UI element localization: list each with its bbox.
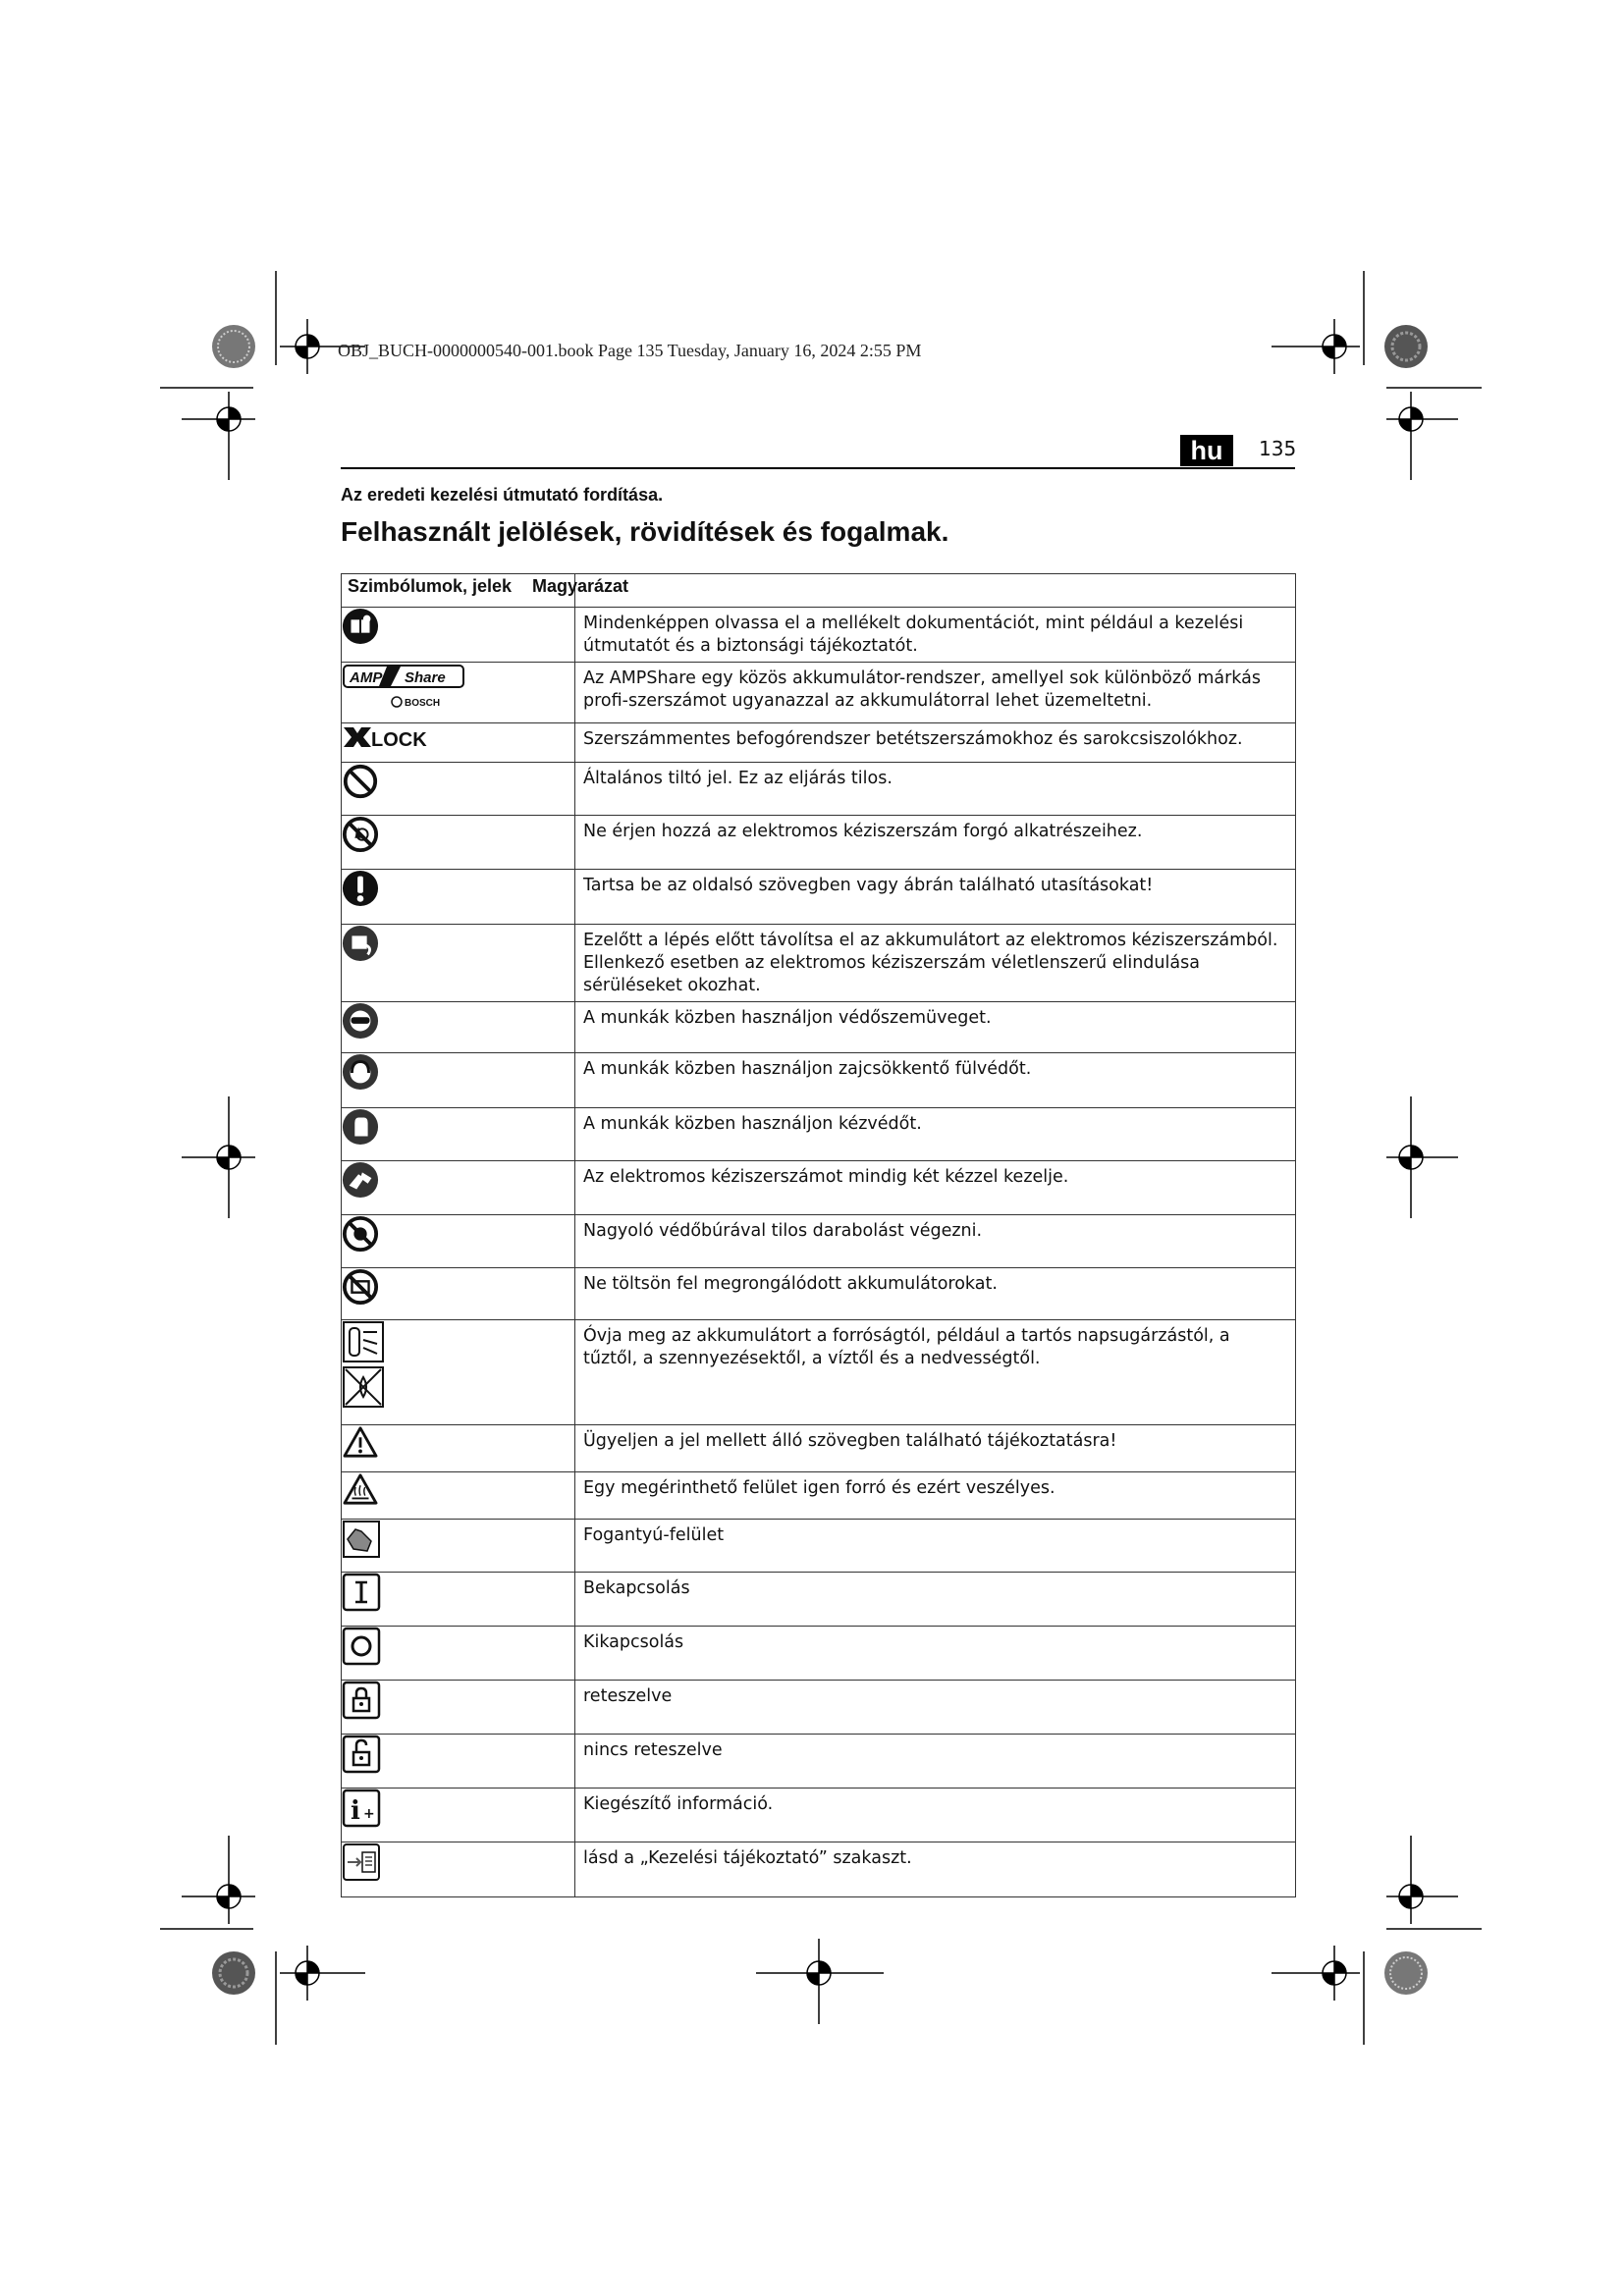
table-row xyxy=(342,1681,1296,1735)
page-title: Felhasznált jelölések, rövidítések és fogalmak. xyxy=(341,516,949,547)
table-row xyxy=(342,1627,1296,1681)
page-number: 135 xyxy=(1259,437,1297,460)
table-row xyxy=(342,1573,1296,1627)
table-row xyxy=(342,1161,1296,1215)
table-row xyxy=(342,1842,1296,1897)
prohibition-icon xyxy=(342,763,574,800)
row-explanation: Ne töltsön fel megrongálódott akkumulátorokat. xyxy=(575,1268,1296,1320)
table-row xyxy=(342,1789,1296,1842)
column-header-explanation: Magyarázat xyxy=(575,574,1296,608)
table-row xyxy=(342,663,1296,723)
table-row xyxy=(342,1320,1296,1425)
see-manual-section-icon xyxy=(342,1842,574,1882)
unlocked-icon xyxy=(342,1735,574,1774)
table-row xyxy=(342,1472,1296,1520)
switch-off-icon xyxy=(342,1627,574,1666)
svg-text:Share: Share xyxy=(405,669,446,686)
locked-icon xyxy=(342,1681,574,1720)
ear-protection-icon xyxy=(342,1053,574,1091)
xlock-logo-icon xyxy=(342,723,574,751)
table-header-row xyxy=(342,574,1296,608)
svg-text:BOSCH: BOSCH xyxy=(405,698,441,709)
row-explanation: Általános tiltó jel. Ez az eljárás tilos. xyxy=(575,763,1296,816)
two-hands-icon xyxy=(342,1161,574,1199)
row-explanation: Az elektromos kéziszerszámot mindig két kézzel kezelje. xyxy=(575,1161,1296,1215)
no-charge-damaged-battery-icon xyxy=(342,1268,574,1306)
no-cutting-guard-icon xyxy=(342,1215,574,1253)
table-row xyxy=(342,870,1296,925)
row-explanation: Óvja meg az akkumulátort a forróságtól, például a tartós napsugárzástól, a tűztől, a szennyezésektől, a víztől és a nedvességtől. xyxy=(575,1320,1296,1425)
column-header-symbols: Szimbólumok, jelek xyxy=(342,574,575,608)
info-icon xyxy=(342,1789,574,1828)
table-row xyxy=(342,1735,1296,1789)
protect-battery-heat-water-icon xyxy=(342,1320,574,1411)
read-manual-icon xyxy=(342,608,574,645)
row-explanation: Szerszámmentes befogórendszer betétszerszámokhoz és sarokcsiszolókhoz. xyxy=(575,723,1296,763)
safety-goggles-icon xyxy=(342,1002,574,1040)
table-row xyxy=(342,608,1296,663)
remove-battery-icon xyxy=(342,925,574,962)
table-row xyxy=(342,763,1296,816)
row-explanation: Egy megérinthető felület igen forró és ezért veszélyes. xyxy=(575,1472,1296,1520)
warning-triangle-icon xyxy=(342,1425,574,1459)
row-explanation: Bekapcsolás xyxy=(575,1573,1296,1627)
symbols-table xyxy=(341,573,1296,1897)
row-explanation: Ne érjen hozzá az elektromos kéziszerszám forgó alkatrészeihez. xyxy=(575,816,1296,870)
svg-text:AMP: AMP xyxy=(350,669,383,686)
row-explanation: reteszelve xyxy=(575,1681,1296,1735)
row-explanation: Nagyoló védőbúrával tilos darabolást végezni. xyxy=(575,1215,1296,1268)
row-explanation: Kiegészítő információ. xyxy=(575,1789,1296,1842)
svg-text:LOCK: LOCK xyxy=(371,729,427,751)
row-explanation: A munkák közben használjon kézvédőt. xyxy=(575,1108,1296,1161)
table-row xyxy=(342,1425,1296,1472)
svg-text:i: i xyxy=(351,1796,360,1826)
header-rule xyxy=(341,467,1295,469)
grip-surface-icon xyxy=(342,1520,574,1559)
table-row xyxy=(342,1002,1296,1053)
table-row xyxy=(342,1520,1296,1573)
print-header: OBJ_BUCH-0000000540-001.book Page 135 Tuesday, January 16, 2024 2:55 PM xyxy=(338,341,922,360)
row-explanation: Az AMPShare egy közös akkumulátor-rendszer, amellyel sok különböző márkás profi-szerszámot ugyanazzal az akkumulátorral lehet üzemeltetni. xyxy=(575,663,1296,723)
language-badge: hu xyxy=(1180,435,1233,466)
gloves-icon xyxy=(342,1108,574,1146)
table-row xyxy=(342,1215,1296,1268)
row-explanation: Mindenképpen olvassa el a mellékelt dokumentációt, mint például a kezelési útmutatót és a biztonsági tájékoztatót. xyxy=(575,608,1296,663)
ampshare-logo-icon xyxy=(342,663,574,710)
table-row xyxy=(342,1108,1296,1161)
table-row xyxy=(342,1053,1296,1108)
row-explanation: Ezelőtt a lépés előtt távolítsa el az akkumulátort az elektromos kéziszerszámból. Ellenkező esetben az elektromos kéziszerszám véletlenszerű elindulása sérüléseket okozhat. xyxy=(575,925,1296,1002)
row-explanation: Ügyeljen a jel mellett álló szövegben található tájékoztatásra! xyxy=(575,1425,1296,1472)
table-row xyxy=(342,1268,1296,1320)
row-explanation: A munkák közben használjon zajcsökkentő fülvédőt. xyxy=(575,1053,1296,1108)
mandatory-action-icon xyxy=(342,870,574,907)
row-explanation: A munkák közben használjon védőszemüveget. xyxy=(575,1002,1296,1053)
row-explanation: nincs reteszelve xyxy=(575,1735,1296,1789)
document-subtitle: Az eredeti kezelési útmutató fordítása. xyxy=(341,485,664,505)
table-row xyxy=(342,925,1296,1002)
no-touch-rotating-icon xyxy=(342,816,574,853)
row-explanation: Tartsa be az oldalsó szövegben vagy ábrán található utasításokat! xyxy=(575,870,1296,925)
row-explanation: lásd a „Kezelési tájékoztató” szakaszt. xyxy=(575,1842,1296,1897)
table-row xyxy=(342,816,1296,870)
row-explanation: Fogantyú-felület xyxy=(575,1520,1296,1573)
svg-text:+: + xyxy=(363,1806,375,1822)
table-row xyxy=(342,723,1296,763)
switch-on-icon xyxy=(342,1573,574,1612)
hot-surface-icon xyxy=(342,1472,574,1506)
row-explanation: Kikapcsolás xyxy=(575,1627,1296,1681)
